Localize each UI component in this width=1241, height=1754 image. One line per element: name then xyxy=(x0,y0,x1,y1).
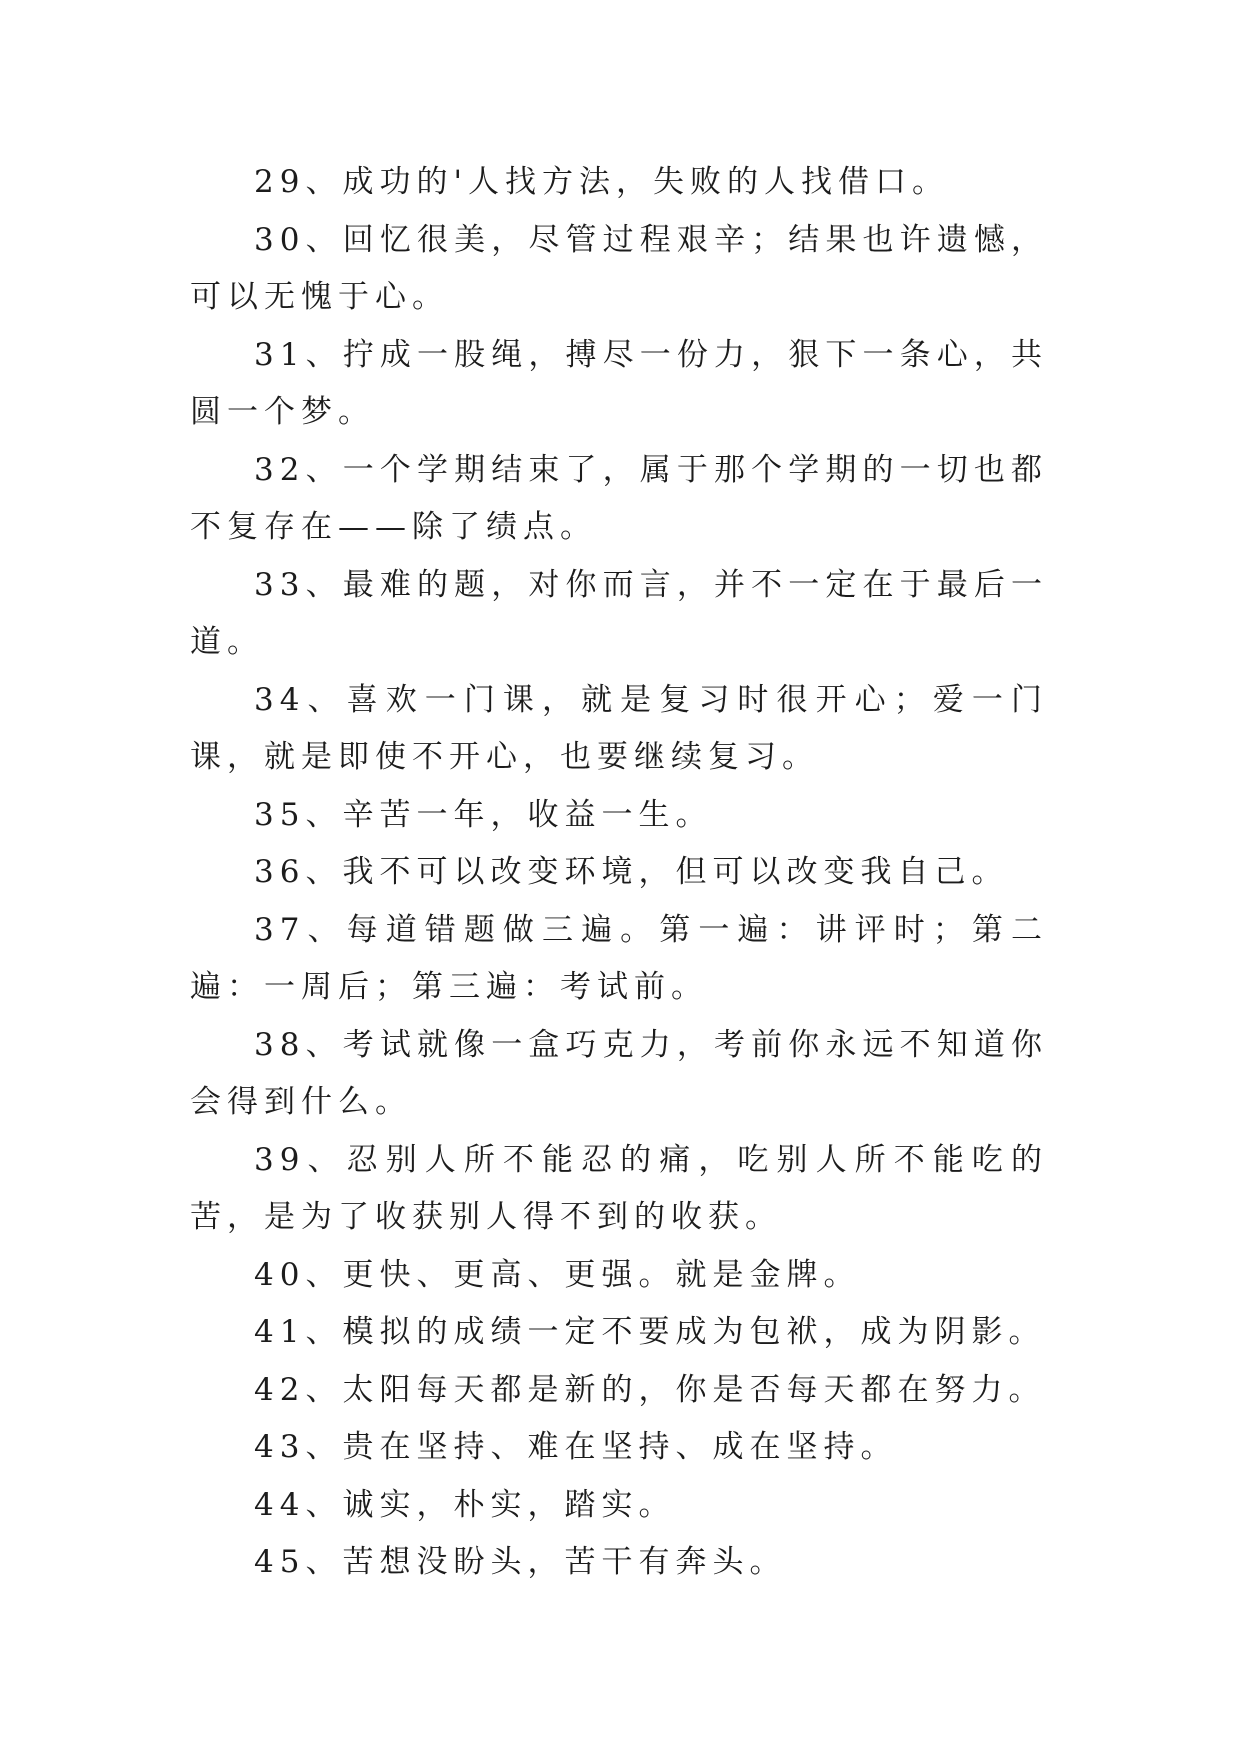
document-body xyxy=(190,154,1048,1592)
paragraph-42: 42、太阳每天都是新的，你是否每天都在努力。 xyxy=(254,1371,1046,1408)
paragraph-36: 36、我不可以改变环境，但可以改变我自己。 xyxy=(254,854,1009,890)
paragraph-31: 31、拧成一股绳，搏尽一份力，狠下一条心，共圆一个梦。 xyxy=(190,336,1048,430)
paragraph-43: 43、贵在坚持、难在坚持、成在坚持。 xyxy=(254,1429,898,1465)
paragraph-34: 34、喜欢一门课，就是复习时很开心；爱一门课，就是即使不开心，也要继续复习。 xyxy=(190,681,1048,775)
paragraph-37: 37、每道错题做三遍。第一遍：讲评时；第二遍：一周后；第三遍：考试前。 xyxy=(190,911,1048,1005)
paragraph-29: 29、成功的'人找方法，失败的人找借口。 xyxy=(254,164,949,200)
paragraph-44: 44、诚实，朴实，踏实。 xyxy=(254,1486,676,1523)
paragraph-40: 40、更快、更高、更强。就是金牌。 xyxy=(254,1256,861,1293)
paragraph-33: 33、最难的题，对你而言，并不一定在于最后一道。 xyxy=(190,566,1048,660)
paragraph-41: 41、模拟的成绩一定不要成为包袱，成为阴影。 xyxy=(254,1314,1046,1350)
paragraph-32: 32、一个学期结束了，属于那个学期的一切也都不复存在——除了绩点。 xyxy=(190,451,1048,545)
paragraph-35: 35、辛苦一年，收益一生。 xyxy=(254,796,713,833)
paragraph-30: 30、回忆很美，尽管过程艰辛；结果也许遗憾，可以无愧于心。 xyxy=(190,221,1048,315)
paragraph-45: 45、苦想没盼头，苦干有奔头。 xyxy=(254,1544,787,1580)
paragraph-38: 38、考试就像一盒巧克力，考前你永远不知道你会得到什么。 xyxy=(190,1026,1048,1120)
paragraph-39: 39、忍别人所不能忍的痛，吃别人所不能吃的苦，是为了收获别人得不到的收获。 xyxy=(190,1141,1048,1235)
